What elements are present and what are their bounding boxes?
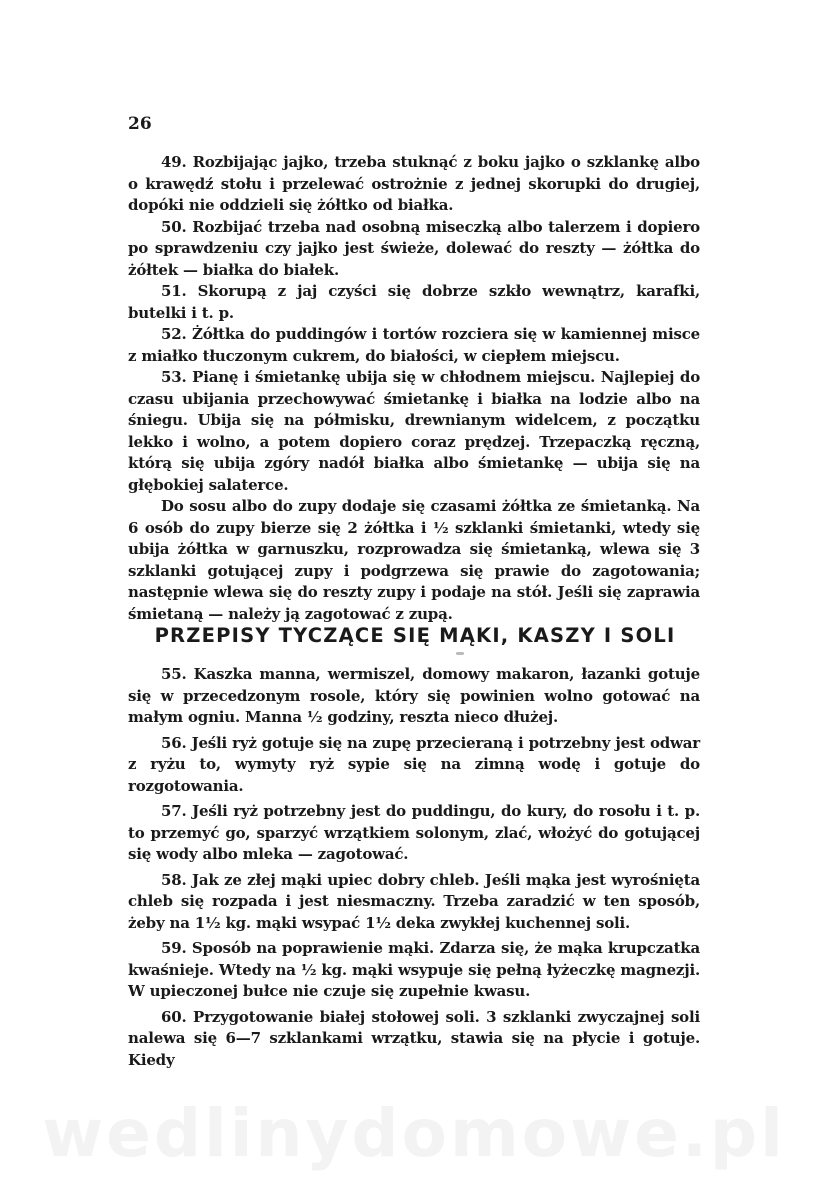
paragraph-51: 51. Skorupą z jaj czyści się dobrze szkło wewnątrz, karafki, butelki i t. p.	[128, 282, 700, 322]
paragraph-52: 52. Żółtka do puddingów i tortów rozciera się w kamiennej misce z miałko tłuczonym cukrem, do białości, w ciepłem miejscu.	[128, 325, 700, 365]
recipe-title: 59. Sposób na poprawienie mąki.	[161, 939, 435, 957]
paragraph-55: 55. Kaszka manna, wermiszel, domowy makaron, łazanki gotuje się w przecedzonym rosole, który się powinien wolno gotować na małym ogniu. Manna ½ godziny, reszta nieco dłużej.	[128, 665, 700, 726]
paragraph-58	[128, 870, 700, 935]
paragraph-49: 49. Rozbijając jajko, trzeba stuknąć z boku jajko o szklankę albo o krawędź stołu i przelewać ostrożnie z jednej skorupki do drugiej, dopóki nie oddzieli się żółtko od białka.	[128, 153, 700, 214]
recipe-text: 3 szklanki zwyczajnej soli nalewa się 6—7 szklankami wrzątku, stawia się na płycie i gotuje. Kiedy	[128, 1007, 700, 1069]
print-speck	[456, 652, 464, 655]
recipe-text: Jeśli mąka jest wyrośnięta chleb się rozpada i jest niesmaczny. Trzeba zaradzić w ten sposób, żeby na 1½ kg. mąki wsypać 1½ deka zwykłej kuchennej soli.	[128, 870, 700, 932]
paragraph-50: 50. Rozbijać trzeba nad osobną miseczką albo talerzem i dopiero po sprawdzeniu czy jajko jest świeże, dolewać do reszty — żółtka do żółtek — białka do białek.	[128, 217, 700, 279]
page-number: 26	[128, 114, 152, 134]
lower-text-block	[128, 664, 700, 1075]
paragraph-53: 53. Pianę i śmietankę ubija się w chłodnem miejscu. Najlepiej do czasu ubijania przechowywać śmietankę i białka na lodzie albo na śniegu. Ubija się na półmisku, drewnianym widelcem, z początku lekko i wolno, a potem dopiero coraz prędzej. Trzepaczką ręczną, którą się ubija zgóry nadół białka albo śmietankę — ubija się na głębokiej salaterce.	[128, 368, 700, 494]
paragraph-57: 57. Jeśli ryż potrzebny jest do puddingu, do kury, do rosołu i t. p. to przemyć go, sparzyć wrzątkiem solonym, zlać, włożyć do gotującej się wody albo mleka — zagotować.	[128, 802, 700, 863]
paragraph-yolk-cream: Do sosu albo do zupy dodaje się czasami żółtka ze śmietanką. Na 6 osób do zupy bierze się 2 żółtka i ½ szklanki śmietanki, wtedy się ubija żółtka w garnuszku, rozprowadza się śmietanką, wlewa się 3 szklanki gotującej zupy i podgrzewa się prawie do zagotowania; następnie wlewa się do reszty zupy i podaje na stół. Jeśli się zaprawia śmietaną — należy ją zagotować z zupą.	[128, 497, 700, 623]
upper-text-block	[128, 152, 700, 625]
section-title: PRZEPISY TYCZĄCE SIĘ MĄKI, KASZY I SOLI	[154, 624, 676, 647]
paragraph-59	[128, 938, 700, 1003]
recipe-title: 60. Przygotowanie białej stołowej soli.	[161, 1007, 480, 1026]
watermark: wedlinydomowe.pl	[42, 1095, 786, 1172]
paragraph-56: 56. Jeśli ryż gotuje się na zupę przecieraną i potrzebny jest odwar z ryżu to, wymyty ryż sypie się na zimną wodę i gotuje do rozgotowania.	[128, 733, 700, 795]
paragraph-60	[128, 1007, 700, 1072]
recipe-text: Zdarza się, że mąka krupczatka kwaśnieje. Wtedy na ½ kg. mąki wsypuje się pełną łyżeczkę magnezji. W upieczonej bułce nie czuje się zupełnie kwasu.	[128, 939, 701, 1000]
recipe-title: 58. Jak ze złej mąki upiec dobry chleb.	[161, 870, 480, 889]
